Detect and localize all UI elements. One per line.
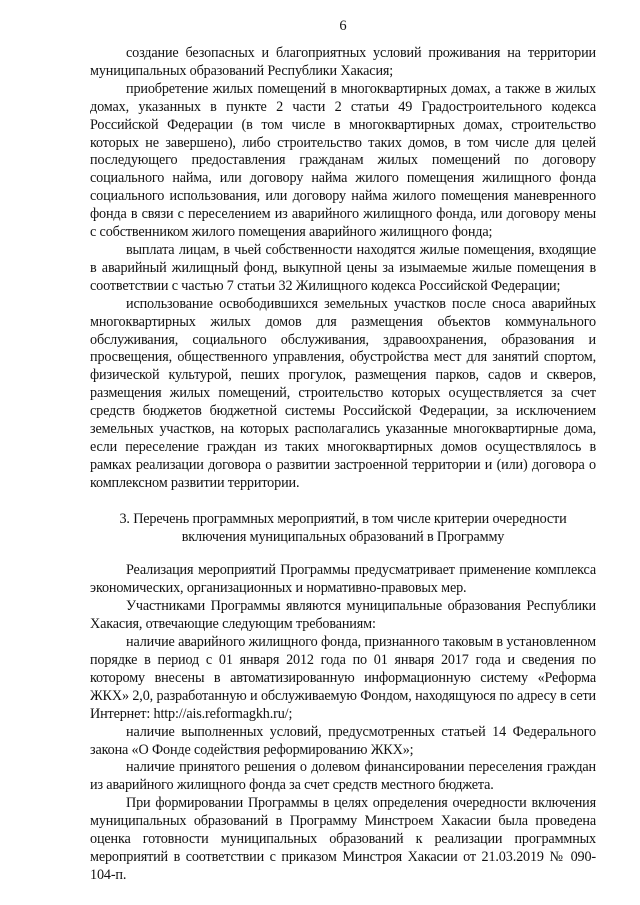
paragraph: создание безопасных и благоприятных условий проживания на территории муниципальных образований Республики Хакасия;	[90, 45, 596, 79]
paragraph: Реализация мероприятий Программы предусматривает применение комплекса экономических, организационных и нормативно-правовых мер.	[90, 562, 596, 597]
document-page	[90, 0, 596, 905]
section-heading	[90, 511, 596, 547]
paragraph: наличие принятого решения о долевом финансировании переселения граждан из аварийного жилищного фонда за счет средств местного бюджета.	[90, 759, 596, 794]
paragraph: наличие аварийного жилищного фонда, признанного таковым в установленном порядке в период с 01 января 2012 года по 01 января 2017 года и сведения по которому внесены в автоматизированную информационную систему «Реформа ЖКХ» 2,0, разработанную и обслуживаемую Фондом, находящуюся по адресу в сети Интернет: http://ais.reformagkh.ru/;	[90, 634, 596, 722]
paragraph: выплата лицам, в чьей собственности находятся жилые помещения, входящие в аварийный жилищный фонд, выкупной цены за изымаемые жилые помещения в соответствии с частью 7 статьи 32 Жилищного кодекса Российской Федерации;	[90, 241, 596, 294]
paragraph: приобретение жилых помещений в многоквартирных домах, а также в жилых домах, указанных в пункте 2 части 2 статьи 49 Градостроительного кодекса Российской Федерации (в том числе в многоквартирных домах, строительство которых не завершено), либо строительство таких домов, в том числе для целей последующего предоставления гражданам жилых помещений по договору социального найма, или договору найма жилого помещения жилищного фонда социального использования, или договору найма жилого помещения маневренного фонда в связи с переселением из аварийного жилищного фонда, или договору мены с собственником жилого помещения аварийного жилищного фонда;	[90, 80, 596, 241]
document-body	[90, 45, 596, 885]
paragraph: наличие выполненных условий, предусмотренных статьей 14 Федерального закона «О Фонде содействия реформированию ЖКХ»;	[90, 723, 596, 758]
page-number: 6	[339, 18, 347, 34]
paragraph: При формировании Программы в целях определения очередности включения муниципальных образований в Программу Минстроем Хакасии была проведена оценка готовности муниципальных образований к реализации программных мероприятий в соответствии с приказом Минстроя Хакасии от 21.03.2019 № 090-104-п.	[90, 795, 596, 883]
paragraph: использование освободившихся земельных участков после сноса аварийных многоквартирных жилых домов для размещения объектов коммунального обслуживания, социального обслуживания, здравоохранения, образования и просвещения, общественного управления, обустройства мест для занятий спортом, физической культурой, пеших прогулок, размещения парков, садов и скверов, размещения жилых помещений, строительство которых осуществляется за счет средств бюджетов бюджетной системы Российской Федерации, за исключением земельных участков, на которых располагались указанные многоквартирные дома, если переселение граждан из таких многоквартирных домов осуществлялось в рамках реализации договора о развитии застроенной территории и (или) договора о комплексном развитии территории.	[90, 295, 596, 491]
paragraph: Участниками Программы являются муниципальные образования Республики Хакасия, отвечающие следующим требованиям:	[90, 598, 596, 633]
section-heading-line: включения муниципальных образований в Программу	[181, 528, 505, 545]
section-heading-line: 3. Перечень программных мероприятий, в том числе критерии очередности	[119, 510, 567, 527]
